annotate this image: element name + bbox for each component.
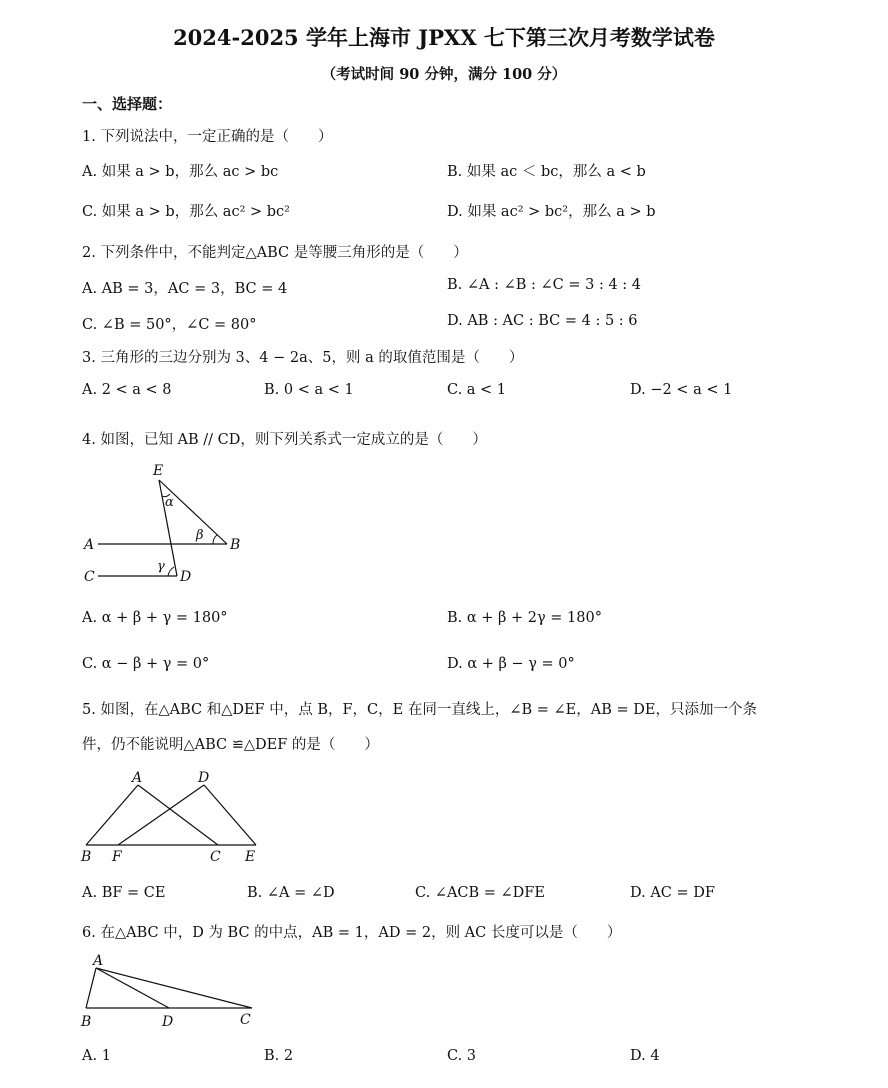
- segment-ac: [96, 968, 252, 1008]
- question-3-option-d: D. −2 < a < 1: [630, 382, 733, 398]
- label-c: C: [84, 569, 95, 585]
- question-5-option-b: B. ∠A = ∠D: [247, 885, 335, 901]
- label-b: B: [81, 849, 92, 865]
- label-a: A: [93, 953, 104, 969]
- question-1-option-c: C. 如果 a > b，那么 ac² > bc²: [82, 204, 290, 220]
- page-title: 2024-2025 学年上海市 JPXX 七下第三次月考数学试卷: [173, 25, 715, 50]
- label-d: D: [162, 1014, 174, 1030]
- label-b: B: [81, 1014, 92, 1030]
- label-d: D: [180, 569, 192, 585]
- exam-info: （考试时间 90 分钟，满分 100 分）: [321, 66, 567, 83]
- question-2-stem: 2. 下列条件中，不能判定△ABC 是等腰三角形的是（ ）: [82, 245, 468, 261]
- question-2-option-a: A. AB = 3，AC = 3，BC = 4: [82, 281, 288, 297]
- segment-ab: [86, 968, 96, 1008]
- question-5-stem-line-2: 件，仍不能说明△ABC ≌△DEF 的是（ ）: [82, 737, 379, 753]
- question-1-option-d: D. 如果 ac² > bc²，那么 a > b: [447, 204, 656, 220]
- question-2-option-b: B. ∠A : ∠B : ∠C = 3 : 4 : 4: [447, 277, 642, 293]
- label-gamma: γ: [157, 559, 165, 574]
- angle-beta-arc: [213, 535, 217, 544]
- question-6-option-a: A. 1: [82, 1048, 111, 1064]
- label-c: C: [210, 849, 221, 865]
- label-c: C: [240, 1012, 251, 1028]
- label-a: A: [84, 537, 95, 553]
- question-4-option-a: A. α + β + γ = 180°: [82, 610, 228, 626]
- label-alpha: α: [165, 495, 174, 510]
- label-beta: β: [196, 528, 204, 543]
- label-b: B: [230, 537, 241, 553]
- segment-de: [204, 785, 256, 845]
- question-6-option-c: C. 3: [447, 1048, 477, 1064]
- question-5-stem-line-1: 5. 如图，在△ABC 和△DEF 中，点 B，F，C，E 在同一直线上，∠B = ∠E，AB = DE，只添加一个条: [82, 702, 757, 718]
- segment-ac: [138, 785, 218, 845]
- section-heading: 一、选择题：: [82, 95, 173, 113]
- label-d: D: [198, 770, 210, 786]
- label-f: F: [112, 849, 122, 865]
- question-3-stem: 3. 三角形的三边分别为 3、4 − 2a、5，则 a 的取值范围是（ ）: [82, 350, 524, 366]
- angle-gamma-arc: [168, 567, 174, 576]
- question-6-figure: [78, 950, 268, 1032]
- label-a: A: [132, 770, 143, 786]
- question-5-option-c: C. ∠ACB = ∠DFE: [415, 885, 545, 901]
- question-1-option-a: A. 如果 a > b，那么 ac > bc: [82, 164, 279, 180]
- question-5-figure: [78, 765, 278, 870]
- question-1-option-b: B. 如果 ac ＜ bc，那么 a < b: [447, 164, 646, 180]
- question-5-option-d: D. AC = DF: [630, 885, 715, 901]
- question-3-option-b: B. 0 < a < 1: [264, 382, 354, 398]
- question-4-option-c: C. α − β + γ = 0°: [82, 656, 210, 672]
- question-4-figure: [80, 458, 260, 588]
- question-3-option-a: A. 2 < a < 8: [82, 382, 172, 398]
- question-4-option-b: B. α + β + 2γ = 180°: [447, 610, 602, 626]
- question-2-option-c: C. ∠B = 50°，∠C = 80°: [82, 317, 257, 333]
- question-2-option-d: D. AB : AC : BC = 4 : 5 : 6: [447, 313, 638, 329]
- segment-ad: [96, 968, 169, 1008]
- question-1-stem: 1. 下列说法中，一定正确的是（ ）: [82, 129, 333, 145]
- question-4-option-d: D. α + β − γ = 0°: [447, 656, 575, 672]
- question-4-stem: 4. 如图，已知 AB // CD，则下列关系式一定成立的是（ ）: [82, 432, 487, 448]
- label-e: E: [153, 463, 164, 479]
- question-6-option-d: D. 4: [630, 1048, 660, 1064]
- question-6-stem: 6. 在△ABC 中，D 为 BC 的中点，AB = 1，AD = 2，则 AC 长度可以是（ ）: [82, 925, 622, 941]
- question-6-option-b: B. 2: [264, 1048, 294, 1064]
- label-e: E: [245, 849, 256, 865]
- question-3-option-c: C. a < 1: [447, 382, 507, 398]
- question-5-option-a: A. BF = CE: [82, 885, 166, 901]
